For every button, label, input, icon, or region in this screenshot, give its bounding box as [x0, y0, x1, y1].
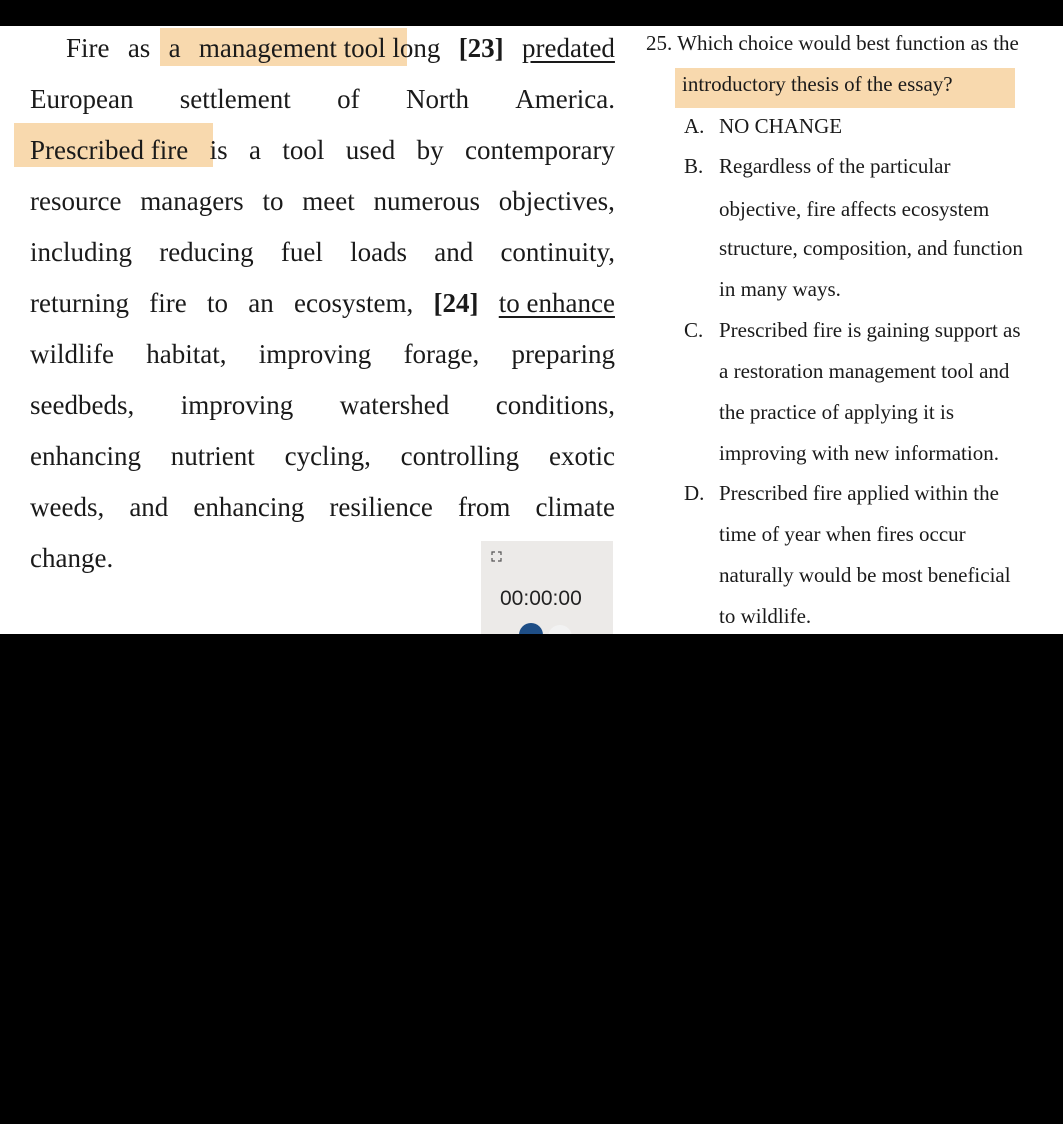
question-stem-line2: introductory thesis of the essay?	[682, 72, 953, 96]
passage-word: fire	[149, 288, 187, 318]
passage-line-9	[30, 434, 615, 478]
option-a-text[interactable]: NO CHANGE	[719, 114, 843, 138]
passage-word: used	[345, 135, 396, 165]
passage-line-4	[30, 179, 615, 223]
passage-line-1	[66, 26, 615, 70]
passage-word: resource	[30, 186, 122, 216]
option-a-letter[interactable]: A.	[684, 114, 705, 138]
passage-word: watershed	[339, 390, 450, 420]
passage-word: improving	[258, 339, 372, 369]
passage-word: controlling	[400, 441, 520, 471]
passage-word: including	[30, 237, 132, 267]
passage-word: to	[206, 288, 228, 318]
passage-word: forage,	[403, 339, 480, 369]
option-d-text[interactable]: Prescribed fire applied within the	[719, 481, 999, 505]
passage-word: North	[405, 84, 469, 114]
option-b-text[interactable]: Regardless of the particular	[719, 154, 951, 178]
passage-word: tool	[282, 135, 325, 165]
passage-word: from	[457, 492, 511, 522]
option-b-text[interactable]: structure, composition, and function	[719, 236, 1023, 260]
passage-word: cycling,	[284, 441, 371, 471]
question-marker-23[interactable]: [23]	[458, 33, 504, 63]
option-b-letter[interactable]: B.	[684, 154, 704, 178]
passage-word: and	[129, 492, 169, 522]
option-b-text[interactable]: in many ways.	[719, 277, 841, 301]
option-d-text[interactable]: time of year when fires occur	[719, 522, 966, 546]
passage-line-5	[30, 230, 615, 274]
passage-word: is	[209, 135, 228, 165]
passage-word: nutrient	[170, 441, 255, 471]
passage-word: ecosystem,	[294, 288, 414, 318]
passage-word: habitat,	[146, 339, 227, 369]
option-b-text[interactable]: objective, fire affects ecosystem	[719, 197, 990, 221]
passage-word: weeds,	[30, 492, 105, 522]
timer-display: 00:00:00	[500, 587, 582, 610]
passage-word: contemporary	[465, 135, 615, 165]
passage-word: numerous	[373, 186, 480, 216]
expand-icon[interactable]	[491, 551, 502, 562]
option-d-text[interactable]: to wildlife.	[719, 604, 812, 628]
passage-word: of	[337, 84, 360, 114]
passage-word: continuity,	[500, 237, 615, 267]
passage-word: improving	[180, 390, 294, 420]
passage-word: climate	[535, 492, 615, 522]
passage-word: resilience	[329, 492, 433, 522]
passage-line-8	[30, 383, 615, 427]
passage-line-10	[30, 485, 615, 529]
question-marker-24[interactable]: [24]	[433, 288, 479, 318]
passage-word: America.	[515, 84, 615, 114]
option-c-text[interactable]: the practice of applying it is	[719, 400, 955, 424]
passage-word: a	[168, 33, 181, 63]
option-c-letter[interactable]: C.	[684, 318, 704, 342]
passage-line-2	[30, 77, 615, 121]
option-c-text[interactable]: a restoration management tool and	[719, 359, 1010, 383]
passage-line-3	[30, 128, 615, 172]
passage-word: management tool long	[198, 33, 441, 63]
option-c-text[interactable]: improving with new information.	[719, 441, 999, 465]
passage-word: fuel	[280, 237, 323, 267]
passage-word: wildlife	[30, 339, 114, 369]
passage-word: European	[30, 84, 134, 114]
option-d-letter[interactable]: D.	[684, 481, 705, 505]
passage-word: reducing	[159, 237, 254, 267]
passage-word: managers	[140, 186, 244, 216]
passage-word: preparing	[511, 339, 615, 369]
option-d-text[interactable]: naturally would be most beneficial	[719, 563, 1011, 587]
passage-word: enhancing	[30, 441, 141, 471]
passage-word: meet	[302, 186, 355, 216]
passage-word: returning	[30, 288, 129, 318]
passage-word: by	[416, 135, 444, 165]
option-c-text[interactable]: Prescribed fire is gaining support as	[719, 318, 1021, 342]
passage-line-7	[30, 332, 615, 376]
passage-word: seedbeds,	[30, 390, 135, 420]
passage-word: loads	[350, 237, 408, 267]
passage-word: enhancing	[193, 492, 305, 522]
passage-word: a	[248, 135, 261, 165]
passage-line-6	[30, 281, 615, 325]
passage-word: settlement	[179, 84, 291, 114]
passage-word: exotic	[548, 441, 615, 471]
passage-word: as	[127, 33, 151, 63]
passage-word: Fire	[66, 33, 110, 63]
question-stem: 25. Which choice would best function as the	[646, 31, 1019, 55]
passage-word: an	[248, 288, 274, 318]
passage-word: and	[434, 237, 474, 267]
black-background	[0, 634, 1063, 1124]
passage-word: to	[262, 186, 284, 216]
underlined-to-enhance[interactable]: to enhance	[498, 288, 615, 318]
underlined-predated[interactable]: predated	[521, 33, 615, 63]
passage-word: conditions,	[495, 390, 615, 420]
passage-word: objectives,	[498, 186, 615, 216]
passage-word: change.	[30, 543, 114, 573]
passage-word-highlighted: Prescribed fire	[30, 135, 189, 165]
